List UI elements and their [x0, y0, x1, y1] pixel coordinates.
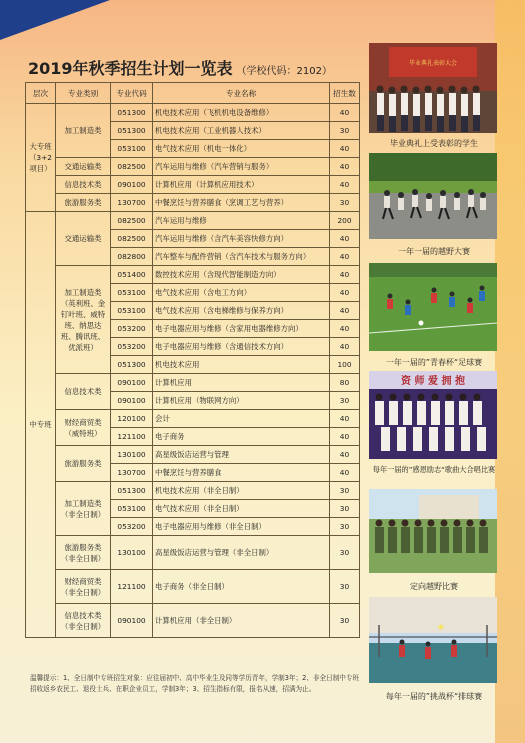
- major-name-cell: 电气技术应用（含电梯维修与保养方向）: [153, 302, 330, 320]
- code-cell: 053200: [111, 338, 153, 356]
- code-cell: 051300: [111, 356, 153, 374]
- count-cell: 40: [330, 230, 360, 248]
- category-cell: 交通运输类: [56, 212, 111, 266]
- count-cell: 40: [330, 248, 360, 266]
- level-zhongzhuan: 中专班: [26, 212, 56, 638]
- major-name-cell: 汽车运用与维修（汽车营销与服务）: [153, 158, 330, 176]
- count-cell: 40: [330, 464, 360, 482]
- table-header-row: [26, 83, 360, 104]
- photo-caption: 毕业典礼上受表彰的学生: [390, 139, 478, 148]
- photo-banner-text: 资 师 爱 拥 抱: [401, 376, 465, 387]
- corner-decoration: [0, 0, 110, 40]
- count-cell: 40: [330, 158, 360, 176]
- header-category: 专业类别: [56, 83, 111, 104]
- table-row: [26, 158, 360, 176]
- major-name-cell: 会计: [153, 410, 330, 428]
- count-cell: 40: [330, 266, 360, 284]
- table-row: [26, 374, 360, 392]
- table-row: [26, 410, 360, 428]
- major-name-cell: 高星级饭店运营与管理（非全日制）: [153, 536, 330, 570]
- major-name-cell: 高星级饭店运营与管理: [153, 446, 330, 464]
- code-cell: 130700: [111, 464, 153, 482]
- photo-caption: 定向越野比赛: [410, 582, 458, 591]
- code-cell: 051400: [111, 266, 153, 284]
- side-stripe: [495, 0, 525, 743]
- code-cell: 053200: [111, 320, 153, 338]
- header-level: 层次: [26, 83, 56, 104]
- count-cell: 30: [330, 604, 360, 638]
- table-row: [26, 446, 360, 464]
- major-name-cell: 计算机应用（计算机应用技术）: [153, 176, 330, 194]
- major-name-cell: 电气技术应用（非全日制）: [153, 500, 330, 518]
- major-name-cell: 中餐烹饪与营养膳食: [153, 464, 330, 482]
- table-row: [26, 604, 360, 638]
- header-count: 招生数: [330, 83, 360, 104]
- count-cell: 30: [330, 194, 360, 212]
- major-name-cell: 电子电器应用与维修（含通信技术方向）: [153, 338, 330, 356]
- page-title: 2019年秋季招生计划一览表 （学校代码：2102）: [28, 59, 332, 78]
- count-cell: 40: [330, 428, 360, 446]
- category-cell: 信息技术类: [56, 176, 111, 194]
- school-code: （学校代码：2102）: [236, 66, 332, 77]
- code-cell: 082500: [111, 230, 153, 248]
- chorus-competition-photo: [369, 371, 497, 459]
- table-row: [26, 482, 360, 500]
- category-cell: 交通运输类: [56, 158, 111, 176]
- enrollment-table: [25, 82, 360, 638]
- count-cell: 40: [330, 104, 360, 122]
- code-cell: 082800: [111, 248, 153, 266]
- major-name-cell: 电子商务: [153, 428, 330, 446]
- code-cell: 051300: [111, 122, 153, 140]
- orienteering-photo: [369, 489, 497, 573]
- table-row: [26, 266, 360, 284]
- photo-caption: 一年一届的越野大赛: [398, 247, 470, 256]
- major-name-cell: 中餐烹饪与营养膳食（烹调工艺与营养）: [153, 194, 330, 212]
- code-cell: 130700: [111, 194, 153, 212]
- major-name-cell: 数控技术应用（含现代智能制造方向）: [153, 266, 330, 284]
- category-cell: 旅游服务类: [56, 194, 111, 212]
- count-cell: 40: [330, 284, 360, 302]
- table-row: [26, 104, 360, 122]
- code-cell: 082500: [111, 212, 153, 230]
- graduation-ceremony-photo: [369, 43, 497, 133]
- major-name-cell: 机电技术应用（工业机器人技术）: [153, 122, 330, 140]
- count-cell: 30: [330, 122, 360, 140]
- count-cell: 40: [330, 320, 360, 338]
- table-row: [26, 212, 360, 230]
- major-name-cell: 电子电器应用与维修（含家用电器维修方向）: [153, 320, 330, 338]
- count-cell: 100: [330, 356, 360, 374]
- major-name-cell: 汽车整车与配件营销（含汽车技术与服务方向）: [153, 248, 330, 266]
- category-cell: 信息技术类: [56, 374, 111, 410]
- major-name-cell: 机电技术应用（飞机机电设备维修）: [153, 104, 330, 122]
- category-cell: 加工制造类（英利班、金钉叶班、威特班、纳思达班、腾讯班、优派班）: [56, 266, 111, 374]
- code-cell: 121100: [111, 570, 153, 604]
- major-name-cell: 机电技术应用（非全日制）: [153, 482, 330, 500]
- major-name-cell: 电气技术应用（机电一体化）: [153, 140, 330, 158]
- count-cell: 200: [330, 212, 360, 230]
- category-cell: 财经商贸类（威特班）: [56, 410, 111, 446]
- code-cell: 053100: [111, 140, 153, 158]
- major-name-cell: 汽车运用与维修（含汽车美容快修方向）: [153, 230, 330, 248]
- count-cell: 30: [330, 500, 360, 518]
- count-cell: 80: [330, 374, 360, 392]
- count-cell: 40: [330, 446, 360, 464]
- major-name-cell: 电子商务（非全日制）: [153, 570, 330, 604]
- count-cell: 40: [330, 140, 360, 158]
- table-row: [26, 194, 360, 212]
- code-cell: 053100: [111, 284, 153, 302]
- cross-country-race-photo: [369, 153, 497, 239]
- photo-caption: 每年一届的”感恩励志“歌曲大合唱比赛: [372, 465, 496, 474]
- count-cell: 30: [330, 392, 360, 410]
- code-cell: 130100: [111, 446, 153, 464]
- photo-caption: 一年一届的”青春杯“足球赛: [385, 358, 483, 367]
- major-name-cell: 汽车运用与维修: [153, 212, 330, 230]
- category-cell: 加工制造类（非全日制）: [56, 482, 111, 536]
- code-cell: 090100: [111, 374, 153, 392]
- level-dazhuan: 大专班（3+2项目）: [26, 104, 56, 212]
- count-cell: 30: [330, 482, 360, 500]
- photo-caption: 每年一届的”挑战杯“排球赛: [385, 692, 483, 701]
- table-row: [26, 570, 360, 604]
- code-cell: 051300: [111, 482, 153, 500]
- count-cell: 30: [330, 536, 360, 570]
- code-cell: 053100: [111, 500, 153, 518]
- code-cell: 120100: [111, 410, 153, 428]
- count-cell: 30: [330, 518, 360, 536]
- header-code: 专业代码: [111, 83, 153, 104]
- table-row: [26, 176, 360, 194]
- table-row: [26, 536, 360, 570]
- count-cell: 30: [330, 570, 360, 604]
- category-cell: 加工制造类: [56, 104, 111, 158]
- count-cell: 40: [330, 176, 360, 194]
- code-cell: 053200: [111, 518, 153, 536]
- major-name-cell: 计算机应用（非全日制）: [153, 604, 330, 638]
- code-cell: 090100: [111, 176, 153, 194]
- category-cell: 财经商贸类（非全日制）: [56, 570, 111, 604]
- code-cell: 082500: [111, 158, 153, 176]
- major-name-cell: 电气技术应用（含电工方向）: [153, 284, 330, 302]
- code-cell: 051300: [111, 104, 153, 122]
- major-name-cell: 机电技术应用: [153, 356, 330, 374]
- count-cell: 40: [330, 302, 360, 320]
- code-cell: 130100: [111, 536, 153, 570]
- code-cell: 090100: [111, 604, 153, 638]
- photo-banner-text: 毕业典礼表彰大会: [408, 60, 458, 67]
- football-match-photo: [369, 263, 497, 351]
- header-name: 专业名称: [153, 83, 330, 104]
- major-name-cell: 计算机应用: [153, 374, 330, 392]
- count-cell: 40: [330, 410, 360, 428]
- code-cell: 053100: [111, 302, 153, 320]
- major-name-cell: 电子电器应用与维修（非全日制）: [153, 518, 330, 536]
- major-name-cell: 计算机应用（物联网方向）: [153, 392, 330, 410]
- volleyball-match-photo: [369, 597, 497, 683]
- category-cell: 旅游服务类: [56, 446, 111, 482]
- count-cell: 40: [330, 338, 360, 356]
- category-cell: 旅游服务类（非全日制）: [56, 536, 111, 570]
- code-cell: 121100: [111, 428, 153, 446]
- category-cell: 信息技术类（非全日制）: [56, 604, 111, 638]
- enrollment-note: 温馨提示：1、全日制中专班招生对象：应往届初中、高中毕业生及同等学历青年，学制3年；2、非全日制中专班招收返乡农民工、退役士兵、在职企业员工，学制3年；3、招生指标有限，报名从速，招满为止。: [30, 674, 360, 693]
- code-cell: 090100: [111, 392, 153, 410]
